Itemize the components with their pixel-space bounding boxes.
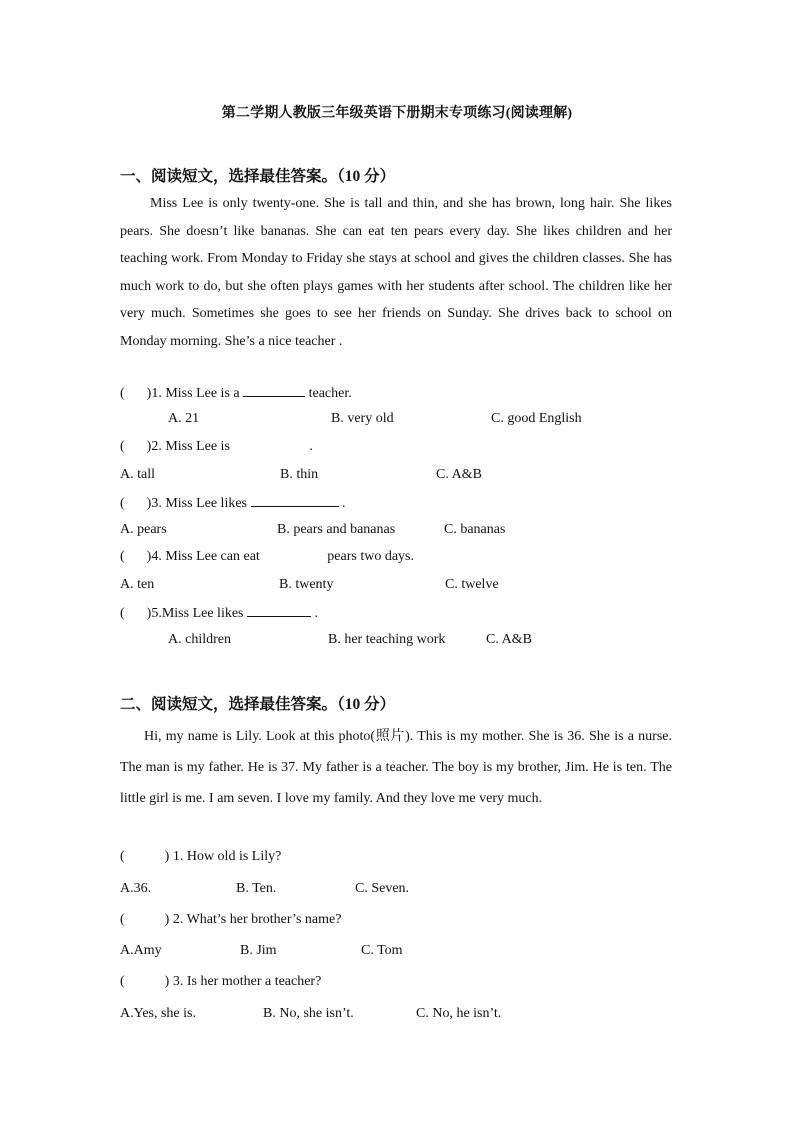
s1-q3-option-a[interactable]: A. pears xyxy=(120,522,167,537)
s1-question-4: ( )4. Miss Lee can eat pears two days. xyxy=(120,549,414,564)
s2-q1-option-a[interactable]: A.36. xyxy=(120,881,152,896)
s1-q3-text: )3. Miss Lee likes xyxy=(146,496,247,511)
s1-q4-option-a[interactable]: A. ten xyxy=(120,577,155,592)
s2-q2-option-c[interactable]: C. Tom xyxy=(361,943,403,958)
s2-q2-text: ) 2. What’s her brother’s name? xyxy=(164,912,342,927)
s2-q2-option-b[interactable]: B. Jim xyxy=(240,943,277,958)
s2-q1-option-c[interactable]: C. Seven. xyxy=(355,881,410,896)
s2-q2-option-a[interactable]: A.Amy xyxy=(120,943,162,958)
s2-q1-text: ) 1. How old is Lily? xyxy=(164,849,282,864)
section-2-passage-text: Hi, my name is Lily. Look at this photo(照片). This is my mother. She is 36. She is a nurse. The man is my father. He is 37. My father is a teacher. The boy is my brother, Jim. He is ten. The little girl is me. I am seven. I love my family. And they love me very much. xyxy=(120,729,672,806)
s1-q4-text: )4. Miss Lee can eat xyxy=(146,549,260,564)
section-1-passage xyxy=(120,190,672,356)
s1-question-3: ( )3. Miss Lee likes . xyxy=(120,496,346,511)
s1-q4-option-b[interactable]: B. twenty xyxy=(279,577,334,592)
s1-q1-text: )1. Miss Lee is a xyxy=(146,386,240,401)
s1-q3-option-c[interactable]: C. bananas xyxy=(444,522,506,537)
answer-blank[interactable] xyxy=(243,384,305,397)
s1-q1-option-a[interactable]: A. 21 xyxy=(168,411,200,426)
section-1-passage-text: Miss Lee is only twenty-one. She is tall and thin, and she has brown, long hair. She likes pears. She doesn’t like bananas. She can eat ten pears every day. She likes children and her teaching work. From Monday to Friday she stays at school and gives the children classes. She has much work to do, but she often plays games with her students after school. The children like her very much. Sometimes she goes to see her friends on Sunday. She drives back to school on Monday morning. She’s a nice teacher . xyxy=(120,196,672,349)
s1-q1-option-c[interactable]: C. good English xyxy=(491,411,582,426)
s1-question-1: ( )1. Miss Lee is a teacher. xyxy=(120,386,352,401)
s1-q2-option-b[interactable]: B. thin xyxy=(280,467,319,482)
s2-q3-option-a[interactable]: A.Yes, she is. xyxy=(120,1006,196,1021)
s1-q1-option-b[interactable]: B. very old xyxy=(331,411,394,426)
s2-question-3: ( ) 3. Is her mother a teacher? xyxy=(120,974,322,989)
section-1-heading: 一、阅读短文，选择最佳答案。（10 分） xyxy=(120,168,396,185)
s1-q2-option-c[interactable]: C. A&B xyxy=(436,467,482,482)
s2-q1-option-b[interactable]: B. Ten. xyxy=(236,881,277,896)
s2-q3-text: ) 3. Is her mother a teacher? xyxy=(164,974,322,989)
section-2-heading: 二、阅读短文，选择最佳答案。（10 分） xyxy=(120,696,396,713)
s1-q3-option-b[interactable]: B. pears and bananas xyxy=(277,522,396,537)
s1-q2-option-a[interactable]: A. tall xyxy=(120,467,155,482)
s1-question-2: ( )2. Miss Lee is . xyxy=(120,439,313,454)
document-title: 第二学期人教版三年级英语下册期末专项练习(阅读理解) xyxy=(221,106,573,121)
answer-blank[interactable] xyxy=(251,494,339,507)
s1-q5-option-b[interactable]: B. her teaching work xyxy=(328,632,446,647)
s1-q5-option-c[interactable]: C. A&B xyxy=(486,632,532,647)
s1-q4-option-c[interactable]: C. twelve xyxy=(445,577,499,592)
s2-q3-option-c[interactable]: C. No, he isn’t. xyxy=(416,1006,502,1021)
s2-question-2: ( ) 2. What’s her brother’s name? xyxy=(120,912,342,927)
s1-q2-text: )2. Miss Lee is xyxy=(146,439,230,454)
s2-q3-option-b[interactable]: B. No, she isn’t. xyxy=(263,1006,354,1021)
s2-question-1: ( ) 1. How old is Lily? xyxy=(120,849,282,864)
section-2-passage xyxy=(120,721,672,814)
s1-q5-text: )5.Miss Lee likes xyxy=(146,606,244,621)
answer-blank[interactable] xyxy=(247,604,311,617)
s1-q5-option-a[interactable]: A. children xyxy=(168,632,231,647)
s1-question-5: ( )5.Miss Lee likes . xyxy=(120,606,318,621)
